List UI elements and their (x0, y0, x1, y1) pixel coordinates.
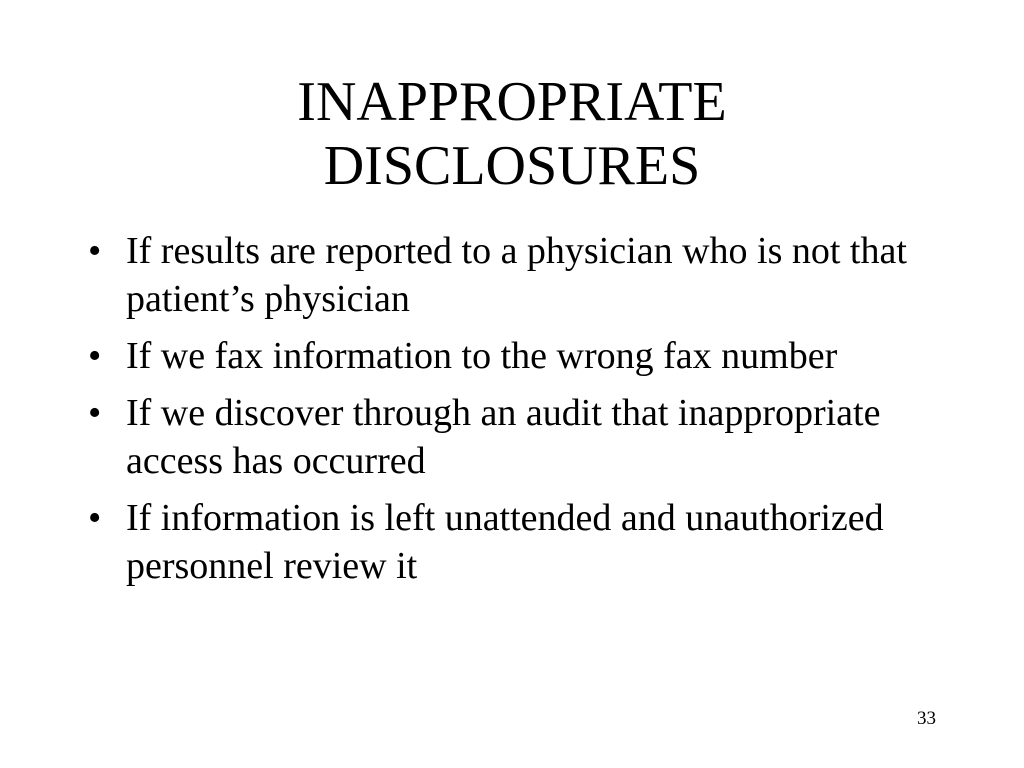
bullet-text: If we discover through an audit that inappropriate access has occurred (126, 392, 881, 482)
bullet-item (82, 494, 942, 590)
bullet-text: If we fax information to the wrong fax number (126, 335, 838, 377)
slide-title-line-1: INAPPROPRIATE (297, 71, 727, 133)
bullet-list (82, 227, 942, 599)
slide-title-line-2: DISCLOSURES (323, 135, 701, 197)
bullet-marker: • (88, 335, 102, 377)
bullet-item (82, 389, 942, 485)
page-number: 33 (917, 708, 936, 729)
slide-title (0, 70, 1024, 198)
bullet-item (82, 332, 942, 380)
bullet-text: If results are reported to a physician who is not that patient’s physician (126, 230, 907, 320)
bullet-marker: • (88, 392, 102, 434)
bullet-marker: • (88, 497, 102, 539)
bullet-text: If information is left unattended and unauthorized personnel review it (126, 497, 884, 587)
bullet-item (82, 227, 942, 323)
bullet-marker: • (88, 230, 102, 272)
